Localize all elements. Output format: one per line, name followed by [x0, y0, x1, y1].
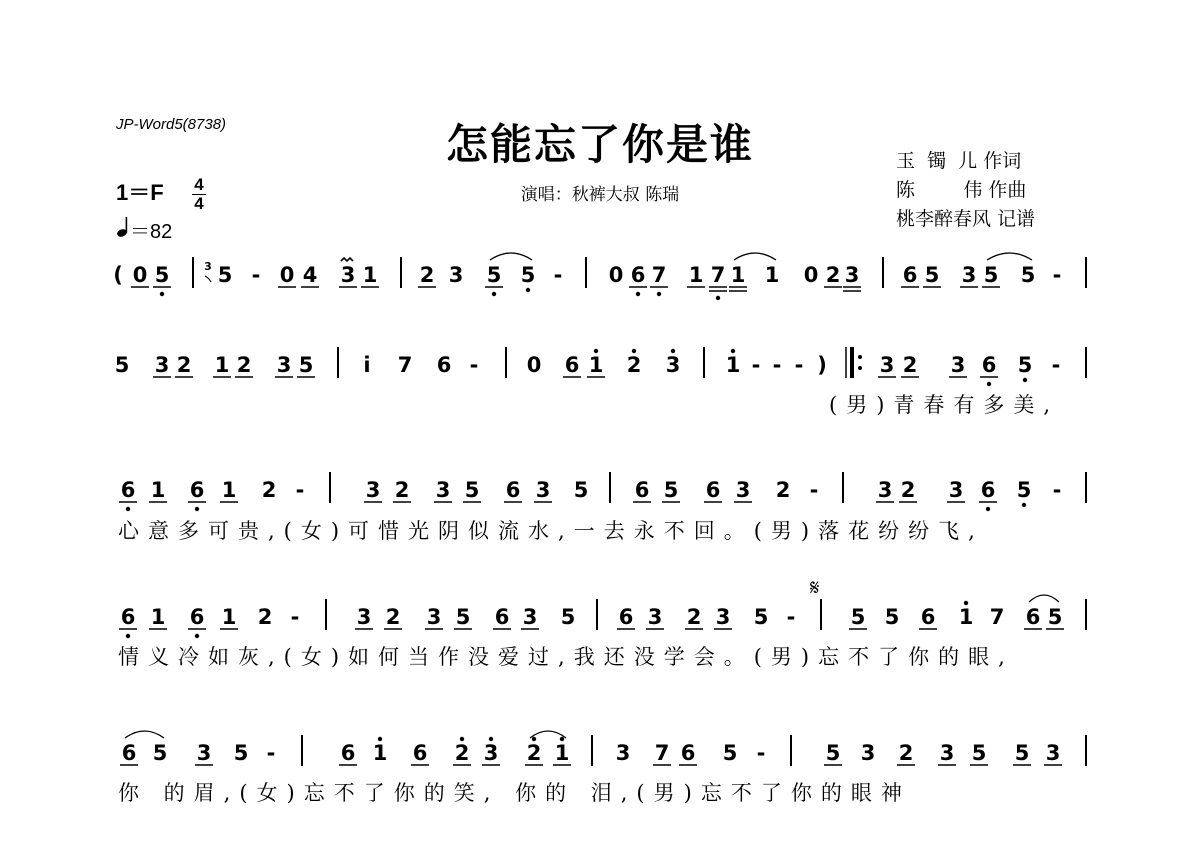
note: 5	[983, 263, 999, 287]
note: 5	[722, 741, 738, 765]
note: 7	[654, 741, 670, 765]
note: 3	[647, 605, 663, 629]
note: 3	[879, 353, 895, 377]
dash-sustain: -	[772, 353, 782, 377]
upper-octave-dot	[731, 349, 735, 353]
note: 5	[152, 741, 168, 765]
note: 0	[279, 263, 295, 287]
note: 6	[340, 741, 356, 765]
note: 5	[850, 605, 866, 629]
note: 7	[651, 263, 667, 287]
note: 2	[385, 605, 401, 629]
note: 3	[844, 263, 860, 287]
note: 5	[560, 605, 576, 629]
note: 3	[365, 478, 381, 502]
lower-octave-dot	[987, 382, 991, 386]
mordent-icon	[341, 258, 353, 261]
note: 1	[150, 478, 166, 502]
note: 3	[448, 263, 464, 287]
lower-octave-dot	[657, 292, 661, 296]
lower-octave-dot	[492, 292, 496, 296]
note: 1	[362, 263, 378, 287]
note: i	[363, 353, 371, 377]
note: 5	[1020, 263, 1036, 287]
note: 6	[120, 478, 136, 502]
note: 3	[196, 741, 212, 765]
upper-octave-dot	[964, 601, 968, 605]
note: 6	[618, 605, 634, 629]
grace-note-stem	[205, 276, 211, 282]
note: 5	[455, 605, 471, 629]
slur-tie	[987, 253, 1032, 260]
note: 1	[730, 263, 746, 287]
note: 6	[120, 605, 136, 629]
note: 0	[803, 263, 819, 287]
note: 5	[1014, 741, 1030, 765]
note: 5	[114, 353, 130, 377]
dash-sustain: -	[794, 353, 804, 377]
note: 5	[971, 741, 987, 765]
note: 2	[775, 478, 791, 502]
note: 0	[132, 263, 148, 287]
bracket: (	[113, 263, 123, 287]
transcriber-credit: 桃李醉春风 记谱	[896, 208, 1036, 230]
note: 3	[154, 353, 170, 377]
note: 7	[710, 263, 726, 287]
note: 6	[436, 353, 452, 377]
note: 3	[961, 263, 977, 287]
note: 3	[340, 263, 356, 287]
note: 2	[394, 478, 410, 502]
note: 3	[950, 353, 966, 377]
note: 3	[877, 478, 893, 502]
note: 3	[522, 605, 538, 629]
note: 1	[588, 353, 604, 377]
note: 5	[573, 478, 589, 502]
note: 3	[615, 741, 631, 765]
time-signature-top: 4	[194, 175, 204, 194]
note: 2	[686, 605, 702, 629]
dash-sustain: -	[1051, 353, 1061, 377]
repeat-dot	[858, 355, 862, 359]
note: 6	[630, 263, 646, 287]
note: 5	[753, 605, 769, 629]
note: 6	[189, 478, 205, 502]
lyrics-line: 情义冷如灰,(女)如何当作没爱过,我还没学会。(男)忘不了你的眼,	[118, 645, 1014, 669]
note: 2	[454, 741, 470, 765]
note: 5	[884, 605, 900, 629]
dash-sustain: -	[751, 353, 761, 377]
note: 5	[1017, 353, 1033, 377]
note: 6	[705, 478, 721, 502]
note: 2	[825, 263, 841, 287]
slur-tie	[734, 253, 776, 260]
note: 6	[494, 605, 510, 629]
note: 1	[372, 741, 388, 765]
lower-octave-dot	[126, 507, 130, 511]
song-title: 怎能忘了你是谁	[445, 120, 754, 169]
singer-credit: 演唱：秋裤大叔 陈瑞	[520, 185, 680, 205]
note: 3	[735, 478, 751, 502]
note: 3	[356, 605, 372, 629]
dash-sustain: -	[553, 263, 563, 287]
bracket: )	[817, 353, 827, 377]
dash-sustain: -	[290, 605, 300, 629]
note: 6	[564, 353, 580, 377]
note: 1	[150, 605, 166, 629]
note: 1	[221, 605, 237, 629]
note: 6	[902, 263, 918, 287]
note: 5	[663, 478, 679, 502]
note: 2	[261, 478, 277, 502]
note: 1	[764, 263, 780, 287]
lower-octave-dot	[986, 507, 990, 511]
note: 3	[435, 478, 451, 502]
lower-octave-dot	[1023, 378, 1027, 382]
note: 2	[419, 263, 435, 287]
tempo-value: ＝82	[130, 221, 173, 243]
note: 3	[860, 741, 876, 765]
note: 6	[981, 353, 997, 377]
note: 5	[154, 263, 170, 287]
note: 5	[1047, 605, 1063, 629]
slur-tie	[125, 731, 164, 738]
note: 2	[626, 353, 642, 377]
upper-octave-dot	[532, 737, 536, 741]
segno-icon: 𝄋	[810, 576, 820, 601]
lyricist-credit: 玉 镯 儿 作词	[896, 150, 1022, 172]
note: 1	[214, 353, 230, 377]
note: 6	[189, 605, 205, 629]
note: 6	[1025, 605, 1041, 629]
note: 7	[397, 353, 413, 377]
grace-note: 3	[204, 260, 212, 273]
lower-octave-dot	[126, 634, 130, 638]
dash-sustain: -	[809, 478, 819, 502]
note: 2	[257, 605, 273, 629]
lyrics-line: (男)青春有多美,	[829, 393, 1060, 417]
note: 2	[236, 353, 252, 377]
note: 5	[217, 263, 233, 287]
note: 7	[989, 605, 1005, 629]
note: 2	[902, 353, 918, 377]
note: 3	[948, 478, 964, 502]
note: 0	[526, 353, 542, 377]
note: 6	[920, 605, 936, 629]
dash-sustain: -	[251, 263, 261, 287]
dash-sustain: -	[266, 741, 276, 765]
lower-octave-dot	[526, 288, 530, 292]
lower-octave-dot	[195, 634, 199, 638]
note: 2	[900, 478, 916, 502]
note: 3	[483, 741, 499, 765]
lower-octave-dot	[636, 292, 640, 296]
slur-tie	[530, 731, 566, 738]
note: 5	[233, 741, 249, 765]
note: 4	[302, 263, 318, 287]
note: 1	[725, 353, 741, 377]
note: 2	[526, 741, 542, 765]
note: 6	[680, 741, 696, 765]
upper-octave-dot	[460, 737, 464, 741]
upper-octave-dot	[632, 349, 636, 353]
note: 3	[1045, 741, 1061, 765]
dash-sustain: -	[295, 478, 305, 502]
note: 3	[276, 353, 292, 377]
upper-octave-dot	[594, 349, 598, 353]
note: 6	[121, 741, 137, 765]
note: 6	[634, 478, 650, 502]
note: 1	[688, 263, 704, 287]
note: 5	[924, 263, 940, 287]
lower-octave-dot	[195, 507, 199, 511]
note: 5	[464, 478, 480, 502]
note: 6	[980, 478, 996, 502]
upper-octave-dot	[489, 737, 493, 741]
composer-credit: 陈 伟 作曲	[896, 179, 1027, 201]
note: 2	[176, 353, 192, 377]
note: 3	[535, 478, 551, 502]
note: 2	[898, 741, 914, 765]
time-signature-bottom: 4	[194, 194, 204, 213]
note: 3	[426, 605, 442, 629]
note: 5	[486, 263, 502, 287]
note: 5	[825, 741, 841, 765]
note: 3	[665, 353, 681, 377]
note: 6	[412, 741, 428, 765]
key-signature: 1＝F	[116, 180, 164, 205]
note: 3	[715, 605, 731, 629]
repeat-dot	[858, 366, 862, 370]
upper-octave-dot	[560, 737, 564, 741]
software-watermark: JP-Word5(8738)	[116, 116, 227, 133]
dash-sustain: -	[1052, 263, 1062, 287]
dash-sustain: -	[756, 741, 766, 765]
note: 1	[554, 741, 570, 765]
dash-sustain: -	[469, 353, 479, 377]
slur-tie	[490, 253, 532, 260]
note: 0	[608, 263, 624, 287]
note: 3	[939, 741, 955, 765]
lower-octave-dot	[1022, 503, 1026, 507]
upper-octave-dot	[378, 737, 382, 741]
note: 1	[221, 478, 237, 502]
lyrics-line: 心意多可贵,(女)可惜光阴似流水,一去永不回。(男)落花纷纷飞,	[118, 519, 984, 543]
dash-sustain: -	[1052, 478, 1062, 502]
note: 1	[958, 605, 974, 629]
note: 6	[505, 478, 521, 502]
slur-tie	[1029, 595, 1059, 602]
note: 5	[298, 353, 314, 377]
lyrics-line: 你 的眉,(女)忘不了你的笑, 你的 泪,(男)忘不了你的眼神	[118, 781, 911, 805]
note: 5	[520, 263, 536, 287]
upper-octave-dot	[671, 349, 675, 353]
note: 5	[1016, 478, 1032, 502]
dash-sustain: -	[786, 605, 796, 629]
lower-octave-dot	[716, 296, 720, 300]
lower-octave-dot	[160, 292, 164, 296]
